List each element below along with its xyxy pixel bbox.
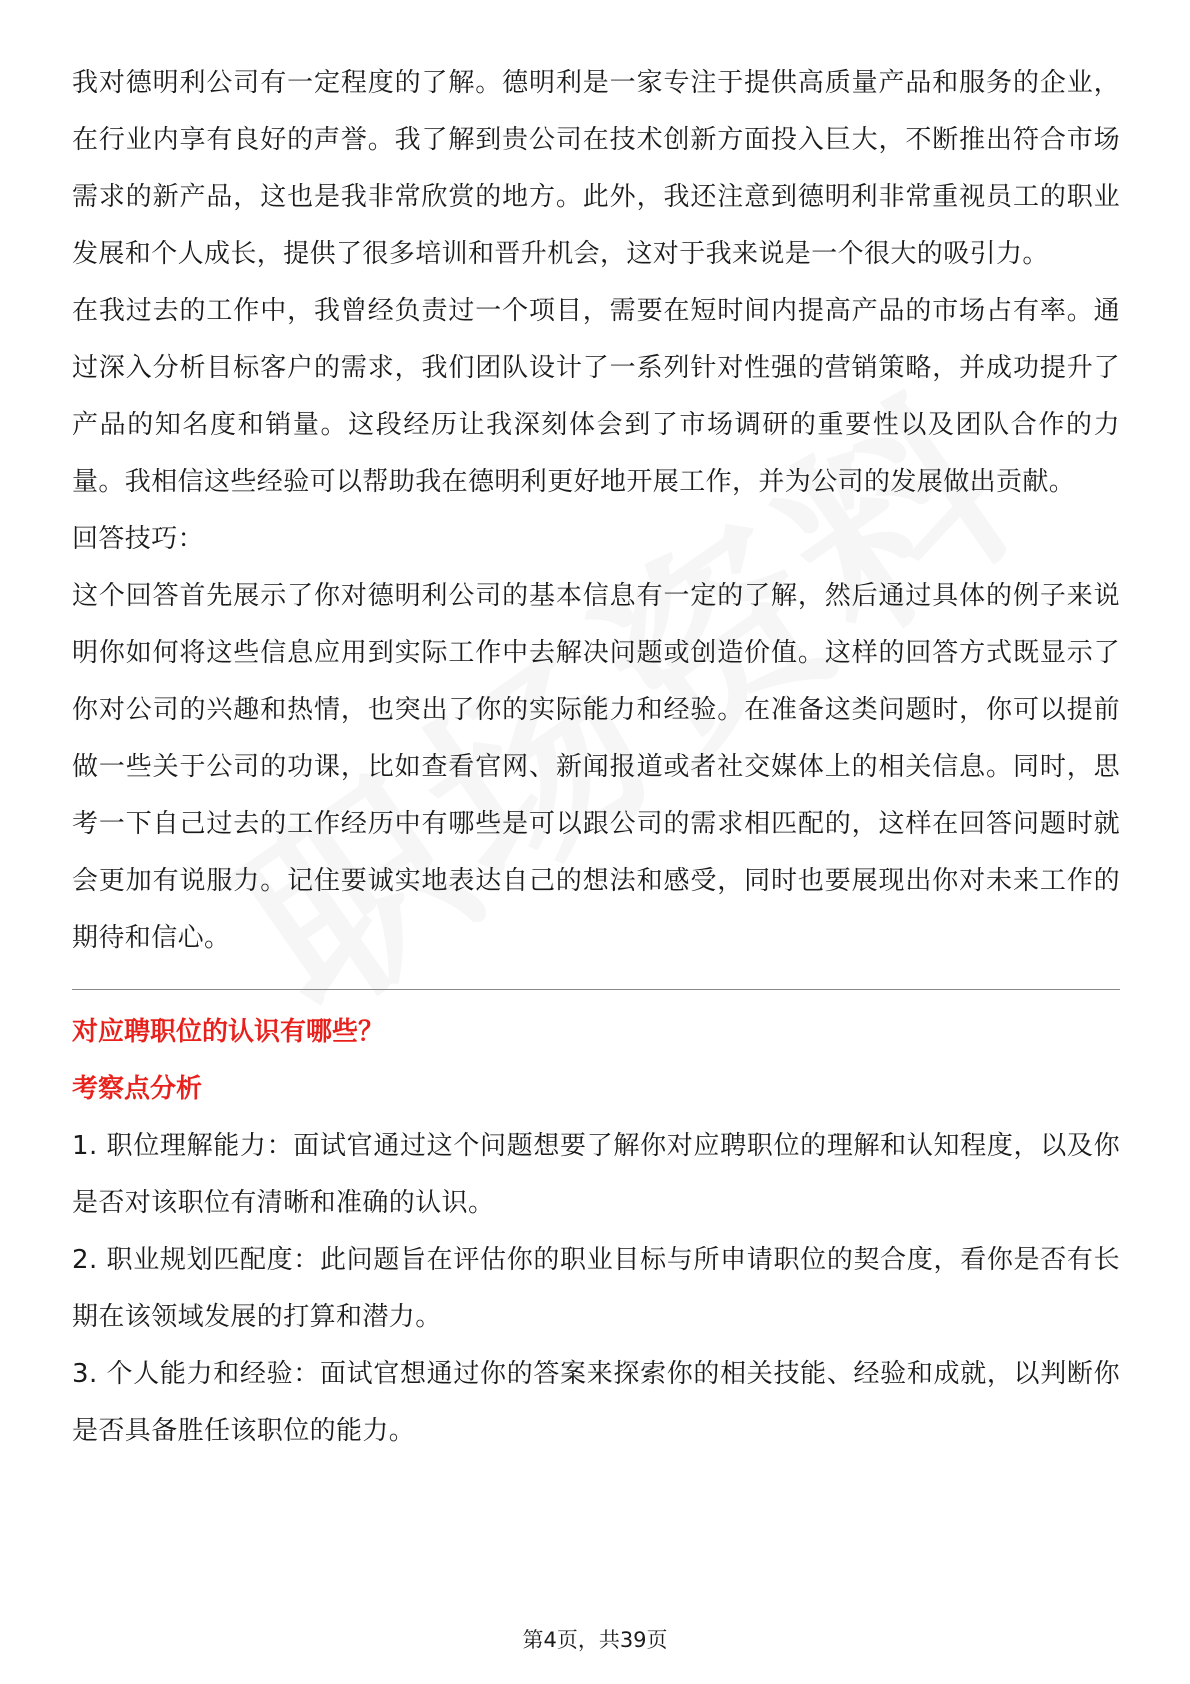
answer-paragraph-2: 在我过去的工作中，我曾经负责过一个项目，需要在短时间内提高产品的市场占有率。通过深入分析目标客户的需求，我们团队设计了一系列针对性强的营销策略，并成功提升了产品的知名度和销量。这段经历让我深刻体会到了市场调研的重要性以及团队合作的力量。我相信这些经验可以帮助我在德明利更好地开展工作，并为公司的发展做出贡献。: [72, 296, 1120, 497]
analysis-subheading: 考察点分析: [72, 1074, 203, 1104]
analysis-point-2: 2. 职业规划匹配度：此问题旨在评估你的职业目标与所申请职位的契合度，看你是否有长期在该领域发展的打算和潜力。: [72, 1245, 1120, 1332]
analysis-point-1: 1. 职位理解能力：面试官通过这个问题想要了解你对应聘职位的理解和认知程度，以及你是否对该职位有清晰和准确的认识。: [72, 1131, 1120, 1218]
question-heading: 对应聘职位的认识有哪些？: [72, 1017, 385, 1047]
page-content: [72, 55, 1120, 1460]
page-footer: 第4页，共39页: [522, 1628, 668, 1652]
tips-paragraph: 这个回答首先展示了你对德明利公司的基本信息有一定的了解，然后通过具体的例子来说明你如何将这些信息应用到实际工作中去解决问题或创造价值。这样的回答方式既显示了你对公司的兴趣和热情，也突出了你的实际能力和经验。在准备这类问题时，你可以提前做一些关于公司的功课，比如查看官网、新闻报道或者社交媒体上的相关信息。同时，思考一下自己过去的工作经历中有哪些是可以跟公司的需求相匹配的，这样在回答问题时就会更加有说服力。记住要诚实地表达自己的想法和感受，同时也要展现出你对未来工作的期待和信心。: [72, 581, 1120, 953]
answer-paragraph-1: 我对德明利公司有一定程度的了解。德明利是一家专注于提供高质量产品和服务的企业，在行业内享有良好的声誉。我了解到贵公司在技术创新方面投入巨大，不断推出符合市场需求的新产品，这也是我非常欣赏的地方。此外，我还注意到德明利非常重视员工的职业发展和个人成长，提供了很多培训和晋升机会，这对于我来说是一个很大的吸引力。: [72, 68, 1120, 269]
tips-label: 回答技巧：: [72, 524, 205, 554]
analysis-point-3: 3. 个人能力和经验：面试官想通过你的答案来探索你的相关技能、经验和成就，以判断你是否具备胜任该职位的能力。: [72, 1359, 1120, 1446]
section-divider: [72, 989, 1120, 990]
